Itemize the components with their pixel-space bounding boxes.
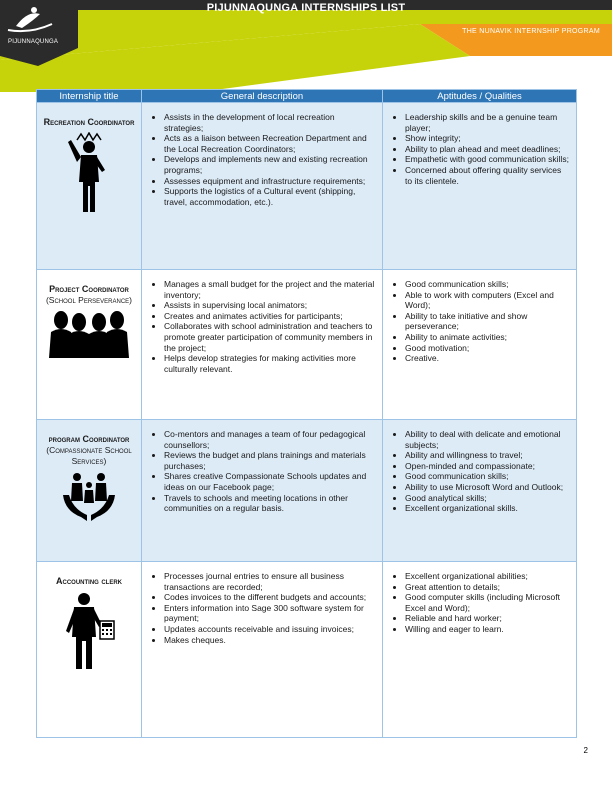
list-item: • Travels to schools and meeting locations in other communities on a regular basis. — [164, 493, 376, 514]
list-item: • Good computer skills (including Microsoft Excel and Word); — [405, 592, 570, 613]
table-row — [37, 103, 577, 270]
list-item: • Processes journal entries to ensure all business transactions are recorded; — [164, 571, 376, 592]
list-item: • Reliable and hard worker; — [405, 613, 570, 624]
list-item: • Able to work with computers (Excel and Word); — [405, 290, 570, 311]
list-item: • Ability to use Microsoft Word and Outlook; — [405, 482, 570, 493]
list-item: • Creates and animates activities for participants; — [164, 311, 376, 322]
description-list — [142, 270, 382, 374]
list-item: • Good analytical skills; — [405, 493, 570, 504]
internship-subtitle: (School Perseverance) — [45, 295, 133, 305]
list-item: • Leadership skills and be a genuine team player; — [405, 112, 570, 133]
list-item: • Helps develop strategies for making activities more culturally relevant. — [164, 353, 376, 374]
list-item: • Creative. — [405, 353, 570, 364]
internship-title: Recreation Coordinator — [43, 117, 135, 127]
qualities-list — [383, 103, 576, 186]
table-row — [37, 420, 577, 562]
list-item: • Good communication skills; — [405, 471, 570, 482]
qualities-cell — [383, 270, 577, 420]
clerk-with-calculator-icon — [60, 591, 118, 671]
list-item: • Excellent organizational skills. — [405, 503, 570, 514]
qualities-list — [383, 420, 576, 514]
description-list — [142, 103, 382, 207]
internship-title: Accounting clerk — [56, 576, 122, 586]
internship-title: program Coordinator — [48, 434, 130, 444]
list-item: • Assists in the development of local recreation strategies; — [164, 112, 376, 133]
list-item: • Concerned about offering quality services to its clientele. — [405, 165, 570, 186]
list-item: • Co-mentors and manages a team of four pedagogical counsellors; — [164, 429, 376, 450]
internship-title: Project Coordinator — [49, 284, 129, 294]
family-in-hands-icon — [61, 471, 117, 523]
page-header — [0, 0, 612, 92]
list-item: • Ability to plan ahead and meet deadlines; — [405, 144, 570, 155]
page-number: 2 — [583, 746, 588, 755]
list-item: • Excellent organizational abilities; — [405, 571, 570, 582]
document-subtitle: THE NUNAVIK INTERNSHIP PROGRAM — [462, 28, 600, 35]
qualities-cell — [383, 103, 577, 270]
qualities-list — [383, 562, 576, 635]
list-item: • Ability and willingness to travel; — [405, 450, 570, 461]
description-cell — [142, 420, 383, 562]
internship-title-cell — [37, 420, 142, 562]
list-item: • Empathetic with good communication skills; — [405, 154, 570, 165]
document-title: PIJUNNAQUNGA INTERNSHIPS LIST — [206, 2, 406, 14]
description-cell — [142, 103, 383, 270]
list-item: • Show integrity; — [405, 133, 570, 144]
list-item: • Open-minded and compassionate; — [405, 461, 570, 472]
group-of-people-icon — [47, 310, 131, 358]
list-item: • Codes invoices to the different budgets and accounts; — [164, 592, 376, 603]
logo-text: PIJUNNAQUNGA — [8, 39, 59, 45]
recreation-leader-icon — [63, 132, 115, 214]
list-item: • Updates accounts receivable and issuing invoices; — [164, 624, 376, 635]
internship-title-cell — [37, 103, 142, 270]
list-item: • Assists in supervising local animators; — [164, 300, 376, 311]
list-item: • Enters information into Sage 300 software system for payment; — [164, 603, 376, 624]
list-item: • Ability to deal with delicate and emotional subjects; — [405, 429, 570, 450]
internship-title-cell — [37, 562, 142, 738]
list-item: • Ability to take initiative and show perseverance; — [405, 311, 570, 332]
list-item: • Shares creative Compassionate Schools updates and ideas on our Facebook page; — [164, 471, 376, 492]
qualities-cell — [383, 420, 577, 562]
list-item: • Makes cheques. — [164, 635, 376, 646]
list-item: • Good motivation; — [405, 343, 570, 354]
list-item: • Assesses equipment and infrastructure requirements; — [164, 176, 376, 187]
description-cell — [142, 562, 383, 738]
list-item: • Supports the logistics of a Cultural event (shipping, travel, accommodation, etc.). — [164, 186, 376, 207]
table-row — [37, 270, 577, 420]
list-item: • Willing and eager to learn. — [405, 624, 570, 635]
list-item: • Develops and implements new and existing recreation programs; — [164, 154, 376, 175]
list-item: • Great attention to details; — [405, 582, 570, 593]
list-item: • Ability to animate activities; — [405, 332, 570, 343]
list-item: • Reviews the budget and plans trainings and materials purchases; — [164, 450, 376, 471]
description-cell — [142, 270, 383, 420]
table-header-row — [37, 90, 577, 103]
internship-title-cell — [37, 270, 142, 420]
internships-table — [36, 89, 577, 738]
internship-subtitle: (Compassionate School Services) — [46, 445, 132, 466]
list-item: • Acts as a liaison between Recreation Department and the Local Recreation Coordinators; — [164, 133, 376, 154]
description-list — [142, 420, 382, 514]
list-item: • Manages a small budget for the project and the material inventory; — [164, 279, 376, 300]
table-row — [37, 562, 577, 738]
column-header-description: General description — [142, 90, 383, 103]
description-list — [142, 562, 382, 645]
list-item: • Collaborates with school administration and teachers to promote greater participation of community members in the project; — [164, 321, 376, 353]
qualities-list — [383, 270, 576, 364]
column-header-qualities: Aptitudes / Qualities — [383, 90, 577, 103]
qualities-cell — [383, 562, 577, 738]
list-item: • Good communication skills; — [405, 279, 570, 290]
column-header-title: Internship title — [37, 90, 142, 103]
